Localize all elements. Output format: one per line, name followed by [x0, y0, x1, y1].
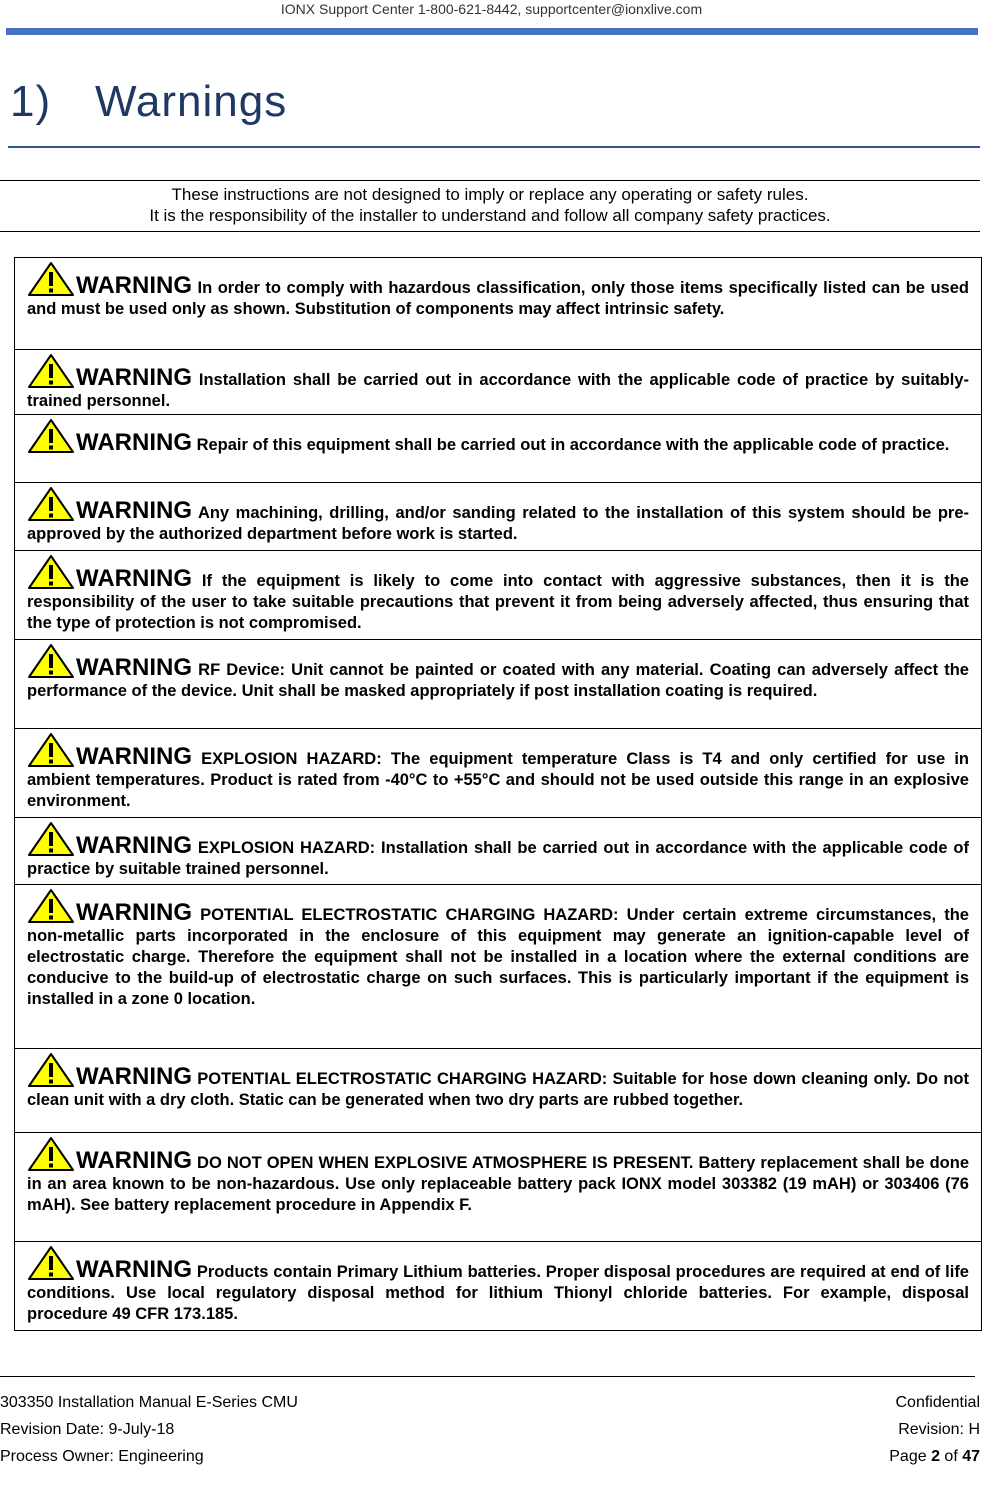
warning-text: EXPLOSION HAZARD: The equipment temperature Class is T4 and only certified for use in ambient temperatures. Product is rated from -40°C to +55°C and should not be used outside this range in an explosive environment. — [27, 750, 969, 810]
warning-label: WARNING — [76, 1063, 192, 1090]
warning-triangle-icon — [27, 1136, 75, 1172]
warning-row — [15, 885, 982, 1049]
footer-confidential: Confidential — [895, 1394, 980, 1411]
warning-row — [15, 729, 982, 818]
warning-label: WARNING — [76, 899, 192, 926]
warning-triangle-icon — [27, 643, 75, 679]
warning-row — [15, 258, 982, 350]
warning-label: WARNING — [76, 832, 192, 859]
warning-row — [15, 483, 982, 551]
section-number: 1) — [10, 77, 52, 126]
warning-triangle-icon — [27, 353, 75, 389]
warning-triangle-icon — [27, 261, 75, 297]
warning-label: WARNING — [76, 1256, 192, 1283]
header-accent-bar — [6, 28, 978, 35]
warning-cell — [15, 1242, 982, 1331]
page-total: 47 — [962, 1448, 980, 1465]
warning-label: WARNING — [76, 654, 192, 681]
safety-disclaimer — [0, 180, 980, 232]
warning-triangle-icon — [27, 418, 75, 454]
footer-revision: Revision: H — [898, 1421, 980, 1438]
warning-text: Repair of this equipment shall be carried out in accordance with the applicable code of practice. — [192, 436, 950, 454]
warning-text: In order to comply with hazardous classification, only those items specifically listed can be used and must be used only as shown. Substitution of components may affect intrinsic safety. — [27, 279, 969, 318]
footer-revision-date: Revision Date: 9-July-18 — [0, 1421, 175, 1438]
warning-triangle-icon — [27, 732, 75, 768]
warning-cell — [15, 885, 982, 1049]
warning-row — [15, 1133, 982, 1242]
warning-triangle-icon — [27, 888, 75, 924]
warning-cell — [15, 350, 982, 415]
warning-cell — [15, 551, 982, 640]
warning-row — [15, 415, 982, 483]
warning-cell — [15, 258, 982, 350]
footer-page-number — [889, 1446, 980, 1468]
warning-label: WARNING — [76, 497, 192, 524]
warning-text: POTENTIAL ELECTROSTATIC CHARGING HAZARD: Under certain extreme circumstances, the non-metallic parts incorporated in the enclosure of this equipment may generate an ignition-capable level of electrostatic charge. Therefore the equipment shall not be installed in a location where the external conditions are conducive to the build-up of electrostatic charge on such surfaces. This is particularly important if the equipment is installed in a zone 0 location. — [27, 906, 969, 1008]
warning-triangle-icon — [27, 821, 75, 857]
warning-label: WARNING — [76, 429, 192, 456]
warning-row — [15, 551, 982, 640]
footer-doc-title: 303350 Installation Manual E-Series CMU — [0, 1394, 298, 1411]
warning-cell — [15, 640, 982, 729]
title-divider — [8, 146, 980, 148]
footer-row-1 — [0, 1392, 983, 1414]
warning-row — [15, 1049, 982, 1133]
warning-triangle-icon — [27, 1052, 75, 1088]
footer-row-3 — [0, 1446, 983, 1468]
warnings-table — [14, 257, 982, 1331]
disclaimer-line-2: It is the responsibility of the installer to understand and follow all company safety practices. — [149, 206, 831, 225]
warning-text: DO NOT OPEN WHEN EXPLOSIVE ATMOSPHERE IS PRESENT. Battery replacement shall be done in an area known to be non-hazardous. Use only replaceable battery pack IONX model 303382 (19 mAH) or 303406 (76 mAH). See battery replacement procedure in Appendix F. — [27, 1154, 969, 1214]
support-center-header: IONX Support Center 1-800-621-8442, supportcenter@ionxlive.com — [280, 1, 703, 17]
warning-text: Products contain Primary Lithium batteries. Proper disposal procedures are required at end of life conditions. Use local regulatory disposal method for lithium Thionyl chloride batteries. For example, disposal procedure 49 CFR 173.185. — [27, 1263, 969, 1323]
warning-row — [15, 640, 982, 729]
disclaimer-line-1: These instructions are not designed to imply or replace any operating or safety rules. — [171, 185, 809, 204]
section-title-text: Warnings — [95, 77, 288, 126]
warning-triangle-icon — [27, 1245, 75, 1281]
page-title — [10, 72, 287, 132]
warning-cell — [15, 1133, 982, 1242]
warning-label: WARNING — [76, 272, 192, 299]
warning-label: WARNING — [76, 364, 192, 391]
footer-process-owner: Process Owner: Engineering — [0, 1448, 204, 1465]
warning-cell — [15, 729, 982, 818]
footer-divider — [0, 1376, 975, 1377]
warning-row — [15, 350, 982, 415]
warning-text: EXPLOSION HAZARD: Installation shall be carried out in accordance with the applicable code of practice by suitable trained personnel. — [27, 839, 969, 878]
warning-triangle-icon — [27, 554, 75, 590]
warning-cell — [15, 818, 982, 885]
warning-cell — [15, 415, 982, 483]
warning-triangle-icon — [27, 486, 75, 522]
warning-text: Any machining, drilling, and/or sanding related to the installation of this system should be pre-approved by the authorized department before work is started. — [27, 504, 969, 543]
page-of: of — [939, 1448, 963, 1465]
warning-row — [15, 818, 982, 885]
warning-text: POTENTIAL ELECTROSTATIC CHARGING HAZARD: Suitable for hose down cleaning only. Do not clean unit with a dry cloth. Static can be generated when two dry parts are rubbed together. — [27, 1070, 969, 1109]
footer-row-2 — [0, 1419, 983, 1441]
warning-label: WARNING — [76, 1147, 192, 1174]
warning-label: WARNING — [76, 565, 192, 592]
warning-text: If the equipment is likely to come into contact with aggressive substances, then it is the responsibility of the user to take suitable precautions that prevent it from being adversely affected, thus ensuring that the type of protection is not compromised. — [27, 572, 969, 632]
page-current: 2 — [931, 1448, 940, 1465]
warning-row — [15, 1242, 982, 1331]
warning-cell — [15, 1049, 982, 1133]
warning-cell — [15, 483, 982, 551]
warning-label: WARNING — [76, 743, 192, 770]
warning-text: RF Device: Unit cannot be painted or coated with any material. Coating can adversely affect the performance of the device. Unit shall be masked appropriately if post installation coating is required. — [27, 661, 969, 700]
warning-text: Installation shall be carried out in accordance with the applicable code of practice by suitably-trained personnel. — [27, 371, 969, 410]
page-prefix: Page — [889, 1448, 932, 1465]
